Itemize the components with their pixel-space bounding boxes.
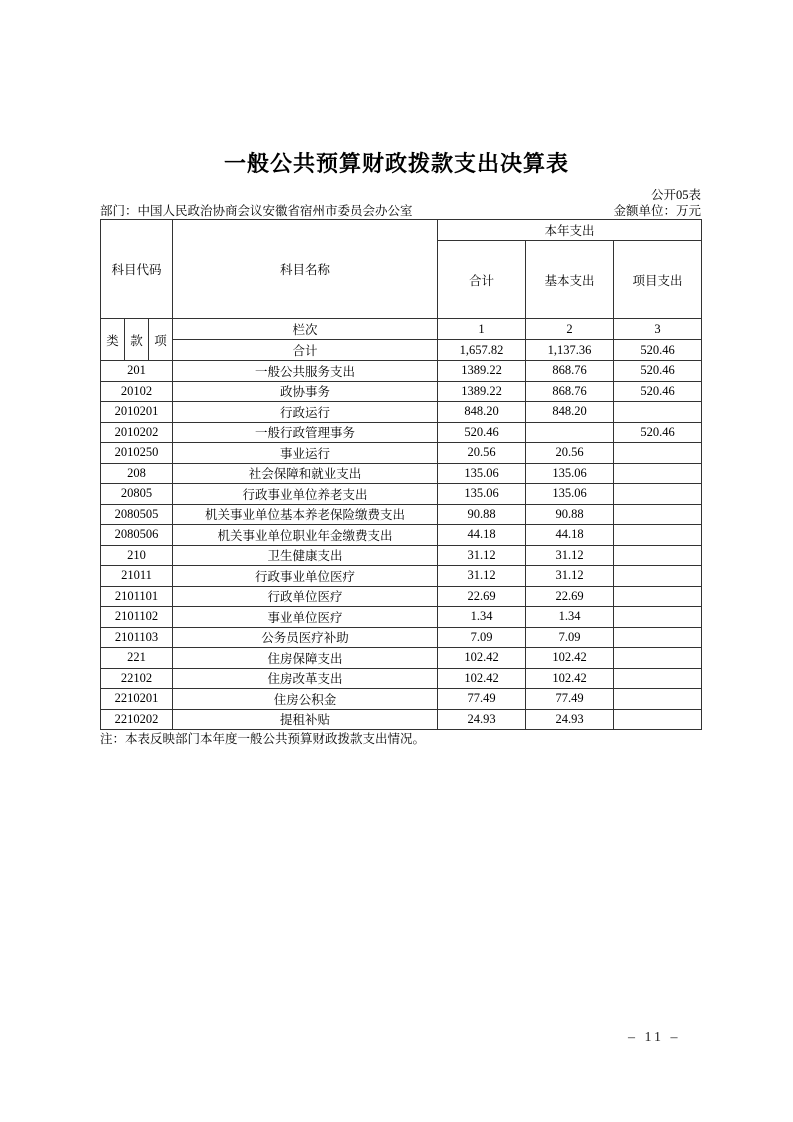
total-value-cell: 22.69 (438, 586, 526, 607)
subject-name-cell: 机关事业单位基本养老保险缴费支出 (173, 504, 438, 525)
subject-name-cell: 事业运行 (173, 443, 438, 464)
table-row (101, 463, 702, 484)
column-number-3: 3 (614, 319, 702, 340)
total-value-cell: 20.56 (438, 443, 526, 464)
project-value-cell (614, 443, 702, 464)
project-value-cell (614, 607, 702, 628)
basic-value-cell: 868.76 (526, 361, 614, 382)
project-value-cell (614, 627, 702, 648)
total-value-cell: 24.93 (438, 709, 526, 730)
project-value-cell (614, 463, 702, 484)
total-value-cell: 1389.22 (438, 361, 526, 382)
basic-value-cell: 135.06 (526, 463, 614, 484)
table-row (101, 525, 702, 546)
department-label: 部门：中国人民政治协商会议安徽省宿州市委员会办公室 (100, 204, 413, 218)
page-title: 一般公共预算财政拨款支出决算表 (223, 151, 569, 176)
project-value-cell (614, 484, 702, 505)
subject-name-cell: 住房改革支出 (173, 668, 438, 689)
basic-value-cell: 7.09 (526, 627, 614, 648)
subject-name-cell: 机关事业单位职业年金缴费支出 (173, 525, 438, 546)
total-value-cell: 135.06 (438, 463, 526, 484)
table-body (101, 361, 702, 730)
header-section: 款 (125, 319, 149, 361)
total-value-cell: 31.12 (438, 566, 526, 587)
basic-value-cell: 44.18 (526, 525, 614, 546)
subject-code-cell: 20102 (101, 381, 173, 402)
table-row (101, 504, 702, 525)
basic-value-cell: 868.76 (526, 381, 614, 402)
table-note: 注：本表反映部门本年度一般公共预算财政拨款支出情况。 (100, 732, 426, 746)
basic-value-cell: 20.56 (526, 443, 614, 464)
table-row (101, 484, 702, 505)
column-number-2: 2 (526, 319, 614, 340)
table-row (101, 586, 702, 607)
total-value-cell: 520.46 (438, 422, 526, 443)
subject-name-cell: 一般行政管理事务 (173, 422, 438, 443)
subject-code-cell: 2080506 (101, 525, 173, 546)
subject-code-cell: 2101103 (101, 627, 173, 648)
header-category: 类 (101, 319, 125, 361)
grand-total-basic-value: 1,137.36 (526, 340, 614, 361)
total-value-cell: 7.09 (438, 627, 526, 648)
table-row (101, 648, 702, 669)
subject-code-cell: 2010201 (101, 402, 173, 423)
subject-code-cell: 2210202 (101, 709, 173, 730)
subject-name-cell: 住房公积金 (173, 689, 438, 710)
grand-total-value: 1,657.82 (438, 340, 526, 361)
subject-name-cell: 行政单位医疗 (173, 586, 438, 607)
table-row (101, 402, 702, 423)
subject-code-cell: 201 (101, 361, 173, 382)
project-value-cell (614, 648, 702, 669)
subject-name-cell: 行政事业单位养老支出 (173, 484, 438, 505)
basic-value-cell: 31.12 (526, 566, 614, 587)
basic-value-cell: 90.88 (526, 504, 614, 525)
subject-code-cell: 2010250 (101, 443, 173, 464)
basic-value-cell: 102.42 (526, 668, 614, 689)
header-column-index-label: 栏次 (173, 319, 438, 340)
project-value-cell (614, 709, 702, 730)
total-value-cell: 1389.22 (438, 381, 526, 402)
total-value-cell: 102.42 (438, 648, 526, 669)
basic-value-cell: 848.20 (526, 402, 614, 423)
project-value-cell (614, 504, 702, 525)
header-total: 合计 (438, 241, 526, 319)
table-row (101, 443, 702, 464)
table-row (101, 381, 702, 402)
total-value-cell: 848.20 (438, 402, 526, 423)
subject-name-cell: 一般公共服务支出 (173, 361, 438, 382)
basic-value-cell: 31.12 (526, 545, 614, 566)
table-row (101, 709, 702, 730)
total-value-cell: 90.88 (438, 504, 526, 525)
subject-name-cell: 行政运行 (173, 402, 438, 423)
total-value-cell: 77.49 (438, 689, 526, 710)
project-value-cell: 520.46 (614, 422, 702, 443)
table-row (101, 566, 702, 587)
subject-name-cell: 社会保障和就业支出 (173, 463, 438, 484)
header-project-expenditure: 项目支出 (614, 241, 702, 319)
project-value-cell (614, 402, 702, 423)
basic-value-cell: 22.69 (526, 586, 614, 607)
subject-code-cell: 221 (101, 648, 173, 669)
subject-code-cell: 20805 (101, 484, 173, 505)
project-value-cell (614, 525, 702, 546)
subject-code-cell: 21011 (101, 566, 173, 587)
subject-name-cell: 公务员医疗补助 (173, 627, 438, 648)
table-row (101, 545, 702, 566)
project-value-cell (614, 586, 702, 607)
subject-code-cell: 22102 (101, 668, 173, 689)
header-current-year-expenditure: 本年支出 (438, 220, 702, 241)
subject-code-cell: 2210201 (101, 689, 173, 710)
subject-code-cell: 2101102 (101, 607, 173, 628)
header-item: 项 (149, 319, 173, 361)
total-value-cell: 1.34 (438, 607, 526, 628)
subject-name-cell: 行政事业单位医疗 (173, 566, 438, 587)
subject-name-cell: 卫生健康支出 (173, 545, 438, 566)
project-value-cell (614, 545, 702, 566)
page-number: – 11 – (628, 1030, 681, 1045)
project-value-cell (614, 668, 702, 689)
project-value-cell: 520.46 (614, 381, 702, 402)
subject-name-cell: 住房保障支出 (173, 648, 438, 669)
basic-value-cell: 102.42 (526, 648, 614, 669)
total-value-cell: 135.06 (438, 484, 526, 505)
basic-value-cell: 1.34 (526, 607, 614, 628)
subject-code-cell: 2080505 (101, 504, 173, 525)
subject-code-cell: 208 (101, 463, 173, 484)
basic-value-cell: 135.06 (526, 484, 614, 505)
project-value-cell (614, 566, 702, 587)
total-value-cell: 31.12 (438, 545, 526, 566)
table-row (101, 607, 702, 628)
project-value-cell: 520.46 (614, 361, 702, 382)
column-number-1: 1 (438, 319, 526, 340)
header-subject-name: 科目名称 (173, 220, 438, 319)
basic-value-cell: 24.93 (526, 709, 614, 730)
total-value-cell: 44.18 (438, 525, 526, 546)
table-meta (100, 188, 701, 219)
table-row (101, 668, 702, 689)
subject-code-cell: 2101101 (101, 586, 173, 607)
table-row (101, 361, 702, 382)
table-row (101, 689, 702, 710)
basic-value-cell: 77.49 (526, 689, 614, 710)
table-code-label: 公开05表 (650, 188, 701, 202)
subject-name-cell: 提租补贴 (173, 709, 438, 730)
unit-label: 金额单位：万元 (613, 204, 701, 218)
grand-total-project-value: 520.46 (614, 340, 702, 361)
header-subject-code: 科目代码 (101, 220, 173, 319)
basic-value-cell (526, 422, 614, 443)
budget-table (100, 219, 702, 730)
subject-code-cell: 210 (101, 545, 173, 566)
table-row (101, 627, 702, 648)
project-value-cell (614, 689, 702, 710)
header-basic-expenditure: 基本支出 (526, 241, 614, 319)
subject-code-cell: 2010202 (101, 422, 173, 443)
subject-name-cell: 政协事务 (173, 381, 438, 402)
grand-total-label: 合计 (173, 340, 438, 361)
table-row (101, 422, 702, 443)
subject-name-cell: 事业单位医疗 (173, 607, 438, 628)
total-value-cell: 102.42 (438, 668, 526, 689)
